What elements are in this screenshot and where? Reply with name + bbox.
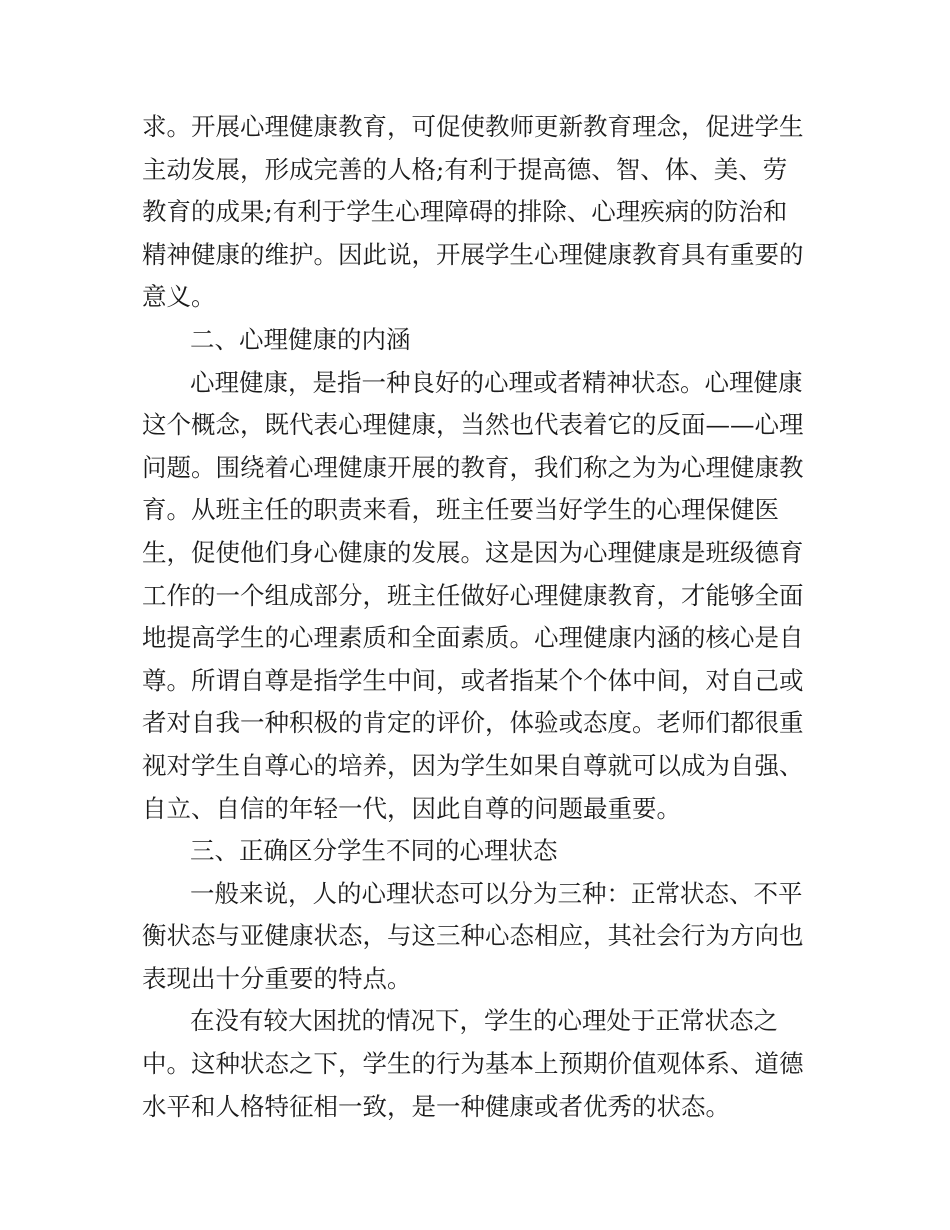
text-line: 视对学生自尊心的培养，因为学生如果自尊就可以成为自强、: [142, 750, 804, 780]
paragraph-mental-health-meaning: [142, 362, 810, 831]
text-line: 工作的一个组成部分，班主任做好心理健康教育，才能够全面: [142, 580, 804, 610]
section-heading: 二、心理健康的内涵: [190, 324, 411, 354]
paragraph-three-states: [142, 873, 810, 1001]
text-line: 求。开展心理健康教育，可促使教师更新教育理念，促进学生: [142, 112, 804, 141]
paragraph-education-significance: [142, 106, 810, 319]
text-line: 育。从班主任的职责来看，班主任要当好学生的心理保健医: [142, 495, 779, 525]
text-line: 生，促使他们身心健康的发展。这是因为心理健康是班级德育: [142, 537, 804, 567]
section-heading: 三、正确区分学生不同的心理状态: [190, 836, 558, 866]
text-line: 尊。所谓自尊是指学生中间，或者指某个个体中间，对自己或: [142, 665, 804, 695]
document-page: [142, 106, 810, 1128]
text-line: 衡状态与亚健康状态，与这三种心态相应，其社会行为方向也: [142, 921, 804, 951]
text-line: 表现出十分重要的特点。: [142, 963, 412, 993]
heading-section-2: [142, 319, 810, 362]
text-line: 主动发展，形成完善的人格;有利于提高德、智、体、美、劳: [142, 154, 788, 184]
paragraph-normal-state: [142, 1000, 810, 1128]
text-line: 水平和人格特征相一致，是一种健康或者优秀的状态。: [142, 1091, 730, 1121]
text-line: 这个概念，既代表心理健康，当然也代表着它的反面——心理: [142, 410, 804, 440]
text-line: 教育的成果;有利于学生心理障碍的排除、心理疾病的防治和: [142, 197, 788, 227]
text-line: 一般来说，人的心理状态可以分为三种：正常状态、不平: [190, 878, 803, 908]
text-line: 问题。围绕着心理健康开展的教育，我们称之为为心理健康教: [142, 452, 804, 482]
text-line: 中。这种状态之下，学生的行为基本上预期价值观体系、道德: [142, 1049, 804, 1079]
text-line: 在没有较大困扰的情况下，学生的心理处于正常状态之: [190, 1006, 778, 1036]
text-line: 地提高学生的心理素质和全面素质。心理健康内涵的核心是自: [142, 623, 804, 653]
text-line: 心理健康，是指一种良好的心理或者精神状态。心理健康: [190, 367, 803, 397]
text-line: 自立、自信的年轻一代，因此自尊的问题最重要。: [142, 793, 681, 823]
text-line: 意义。: [142, 282, 216, 312]
text-line: 者对自我一种积极的肯定的评价，体验或态度。老师们都很重: [142, 708, 804, 738]
heading-section-3: [142, 830, 810, 873]
text-line: 精神健康的维护。因此说，开展学生心理健康教育具有重要的: [142, 239, 804, 269]
